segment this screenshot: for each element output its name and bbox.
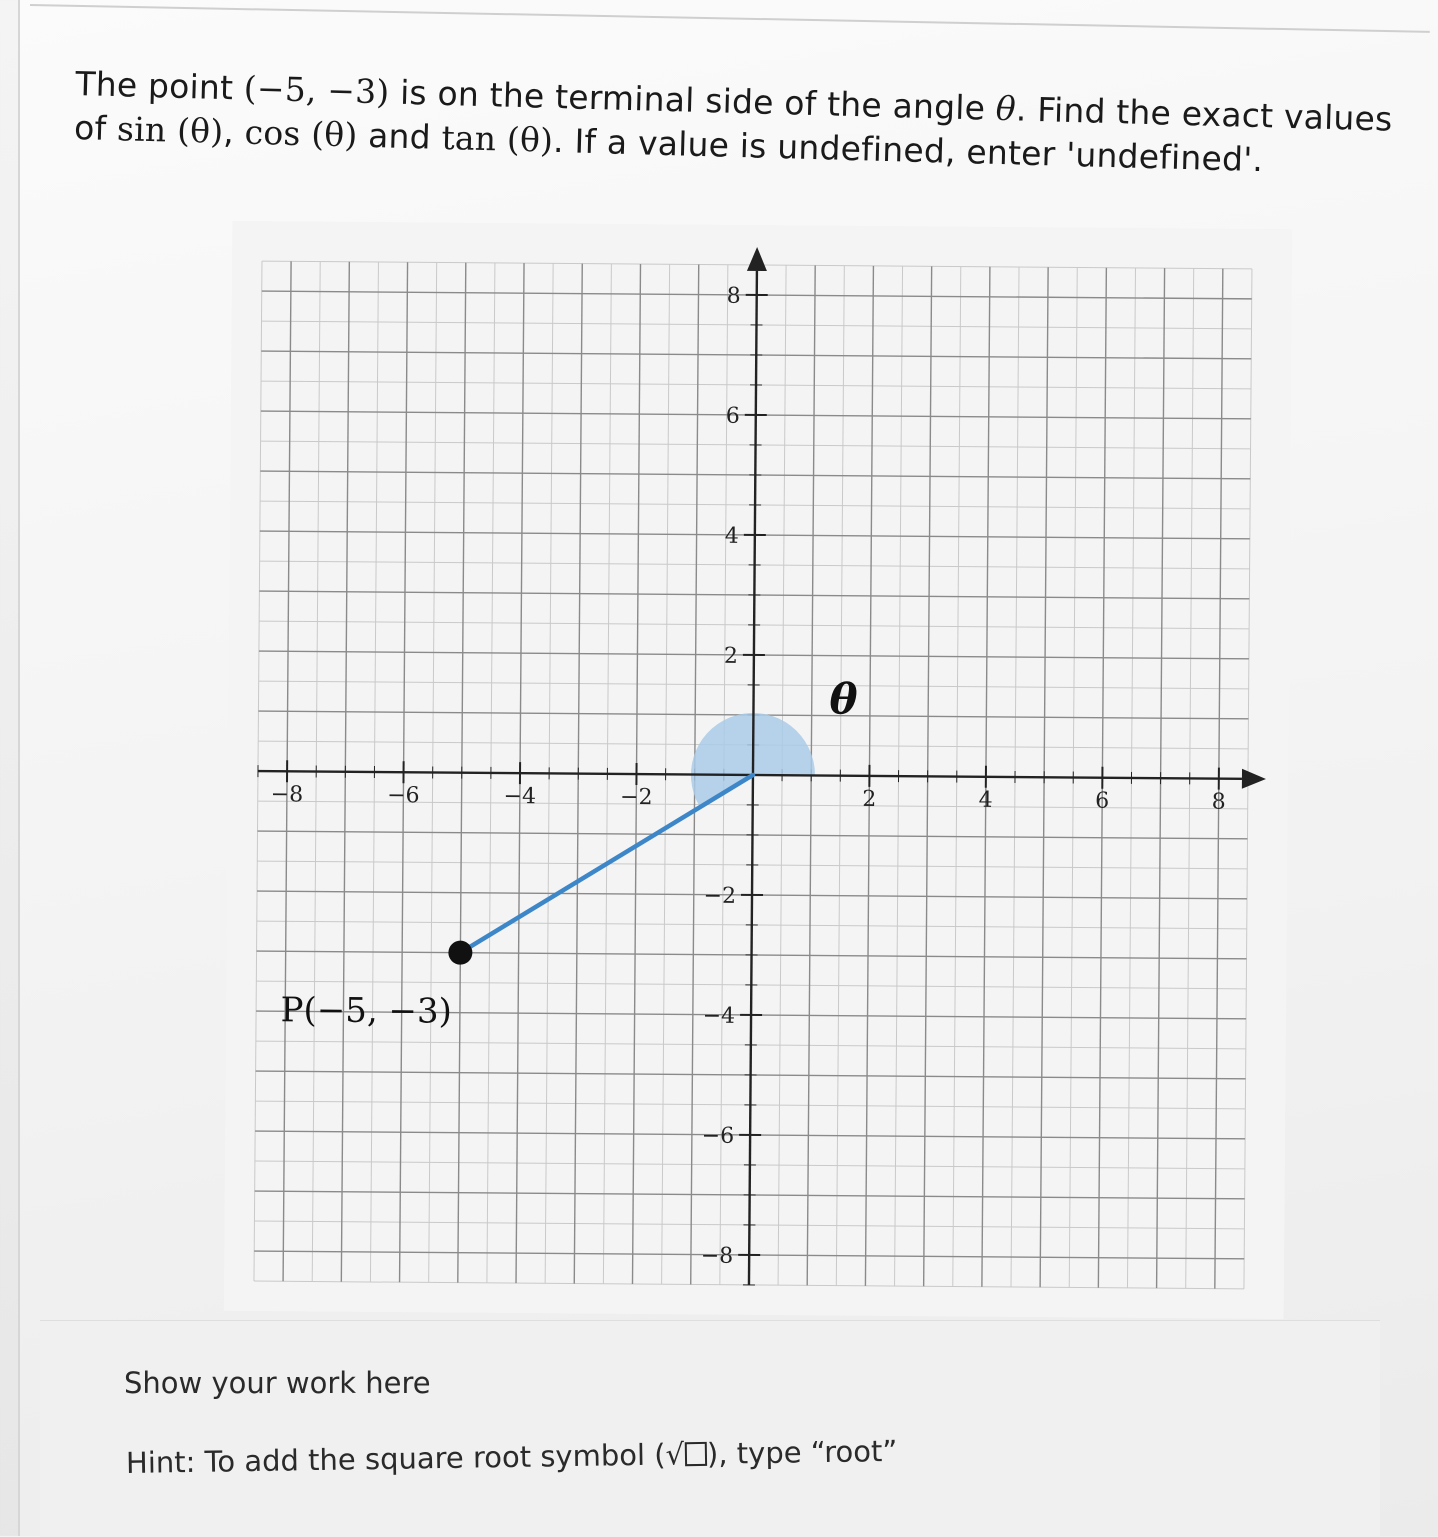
question-text-part: . If a value is undefined, enter 'undefined'. — [553, 121, 1264, 179]
square-root-icon — [665, 1437, 707, 1472]
angle-theta-label: θ — [829, 675, 857, 724]
placeholder-box-icon — [685, 1442, 707, 1466]
point-p-marker — [448, 941, 472, 965]
point-p-label: P(−5, −3) — [280, 990, 452, 1031]
question-point: (−5, −3) — [243, 69, 390, 112]
question-sin: sin (θ) — [117, 109, 224, 151]
coordinate-graph — [224, 221, 1293, 1319]
question-text-part: and — [357, 116, 442, 157]
x-tick-label: −2 — [620, 785, 653, 810]
question-text-part: of — [74, 108, 118, 148]
y-tick-label: −8 — [701, 1244, 734, 1269]
question-text-part: , — [223, 112, 245, 152]
y-tick-label: 6 — [726, 404, 740, 429]
y-tick-label: −2 — [703, 884, 736, 909]
radical-glyph: √ — [665, 1437, 684, 1471]
x-tick-label: −4 — [504, 784, 537, 809]
y-tick-label: 8 — [727, 284, 741, 309]
x-tick-label: 2 — [862, 787, 876, 812]
question-theta: θ — [995, 89, 1016, 129]
question-text-part: is on the terminal side of the angle — [389, 72, 996, 127]
x-tick-label: 8 — [1212, 790, 1226, 815]
y-tick-label: −6 — [702, 1124, 735, 1149]
y-tick-label: −4 — [703, 1004, 736, 1029]
y-tick-label: 2 — [724, 644, 738, 669]
question-text-part: The point — [75, 64, 245, 108]
question-text-part: . Find the exact values — [1015, 89, 1393, 138]
hint-prefix: Hint: To add the square root symbol ( — [126, 1438, 666, 1480]
graph-canvas — [224, 221, 1293, 1319]
x-tick-label: −8 — [271, 782, 304, 807]
question-cos: cos (θ) — [244, 113, 358, 155]
question-tan: tan (θ) — [441, 118, 554, 160]
x-tick-label: 6 — [1095, 789, 1109, 814]
x-tick-label: 4 — [979, 788, 993, 813]
show-work-label: Show your work here — [124, 1366, 431, 1400]
work-panel — [40, 1320, 1380, 1537]
x-tick-label: −6 — [387, 783, 420, 808]
hint-suffix: ), type “root” — [707, 1434, 898, 1471]
y-tick-label: 4 — [725, 524, 739, 549]
